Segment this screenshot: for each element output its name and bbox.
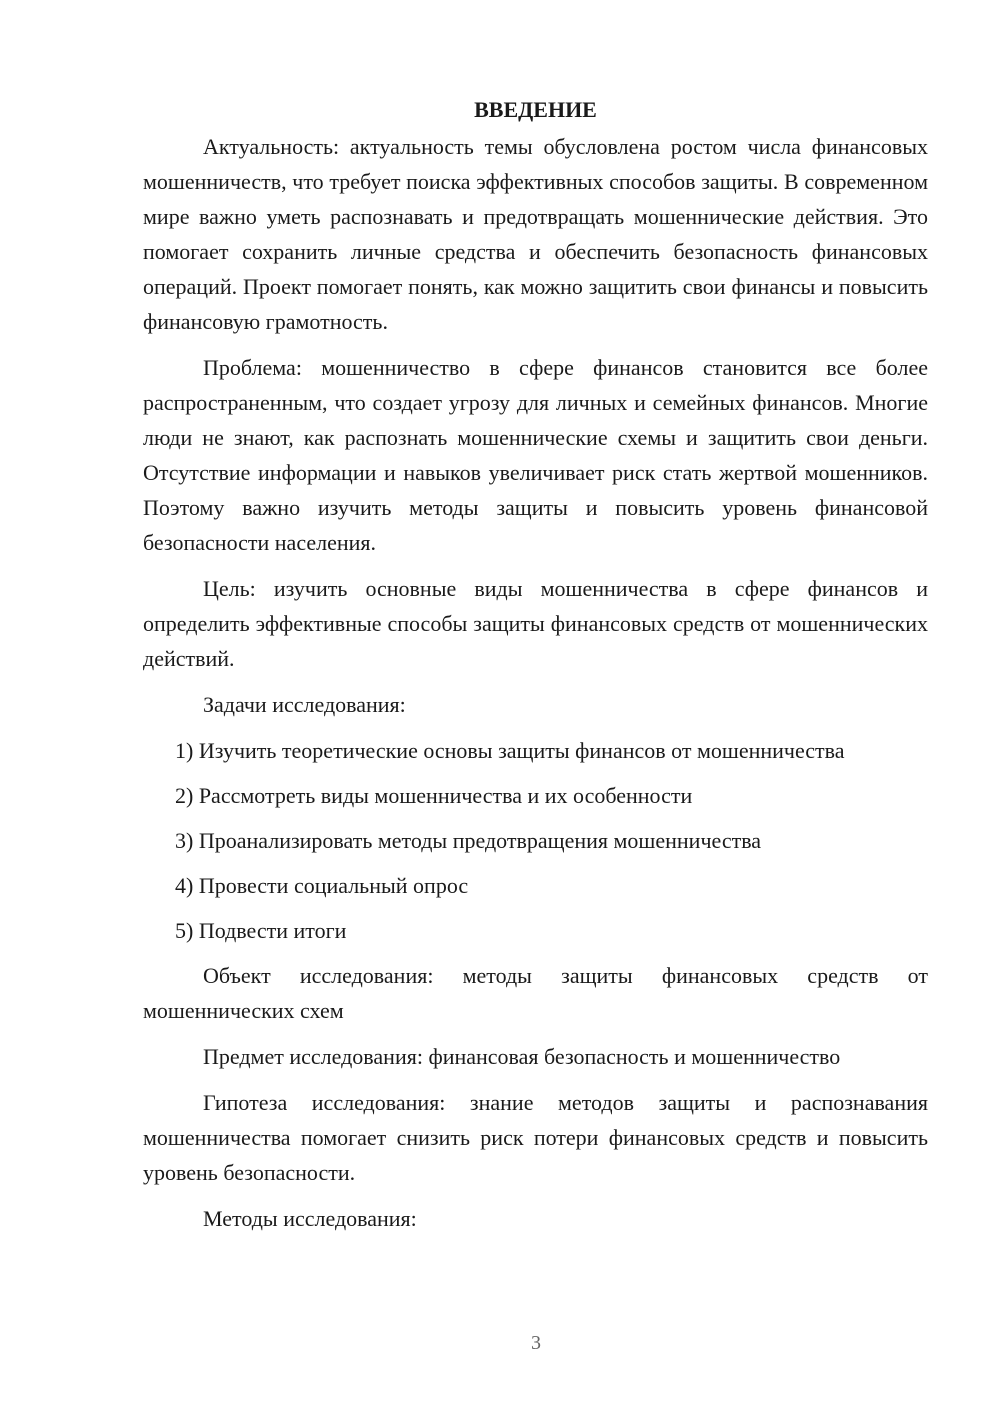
problem-paragraph: Проблема: мошенничество в сфере финансов становится все более распространенным, что создает угрозу для личных и семейных финансов. Многие люди не знают, как распознать мошеннические схемы и защитить свои деньги. Отсутствие информации и навыков увеличивает риск стать жертвой мошенников. Поэтому важно изучить методы защиты и повысить уровень финансовой безопасности населения. [143, 355, 928, 555]
list-item: 1) Изучить теоретические основы защиты финансов от мошенничества [175, 738, 845, 763]
hypothesis-paragraph: Гипотеза исследования: знание методов защиты и распознавания мошенничества помогает снизить риск потери финансовых средств и повысить уровень безопасности. [143, 1090, 928, 1185]
methods-label: Методы исследования: [203, 1206, 417, 1231]
list-item: 3) Проанализировать методы предотвращения мошенничества [175, 828, 762, 853]
subject-paragraph: Предмет исследования: финансовая безопасность и мошенничество [203, 1044, 841, 1069]
list-item: 2) Рассмотреть виды мошенничества и их особенности [175, 783, 693, 808]
page-content [143, 92, 928, 1247]
object-paragraph: Объект исследования: методы защиты финансовых средств от мошеннических схем [143, 963, 928, 1023]
tasks-label: Задачи исследования: [203, 692, 406, 717]
tasks-list [143, 733, 928, 948]
page-number: 3 [531, 1332, 541, 1354]
goal-paragraph: Цель: изучить основные виды мошенничества в сфере финансов и определить эффективные способы защиты финансовых средств от мошеннических действий. [143, 576, 928, 671]
section-heading: ВВЕДЕНИЕ [474, 97, 597, 122]
list-item: 5) Подвести итоги [175, 918, 347, 943]
relevance-paragraph: Актуальность: актуальность темы обусловлена ростом числа финансовых мошенничеств, что требует поиска эффективных способов защиты. В современном мире важно уметь распознавать и предотвращать мошеннические действия. Это помогает сохранить личные средства и обеспечить безопасность финансовых операций. Проект помогает понять, как можно защитить свои финансы и повысить финансовую грамотность. [143, 134, 928, 334]
list-item: 4) Провести социальный опрос [175, 873, 469, 898]
